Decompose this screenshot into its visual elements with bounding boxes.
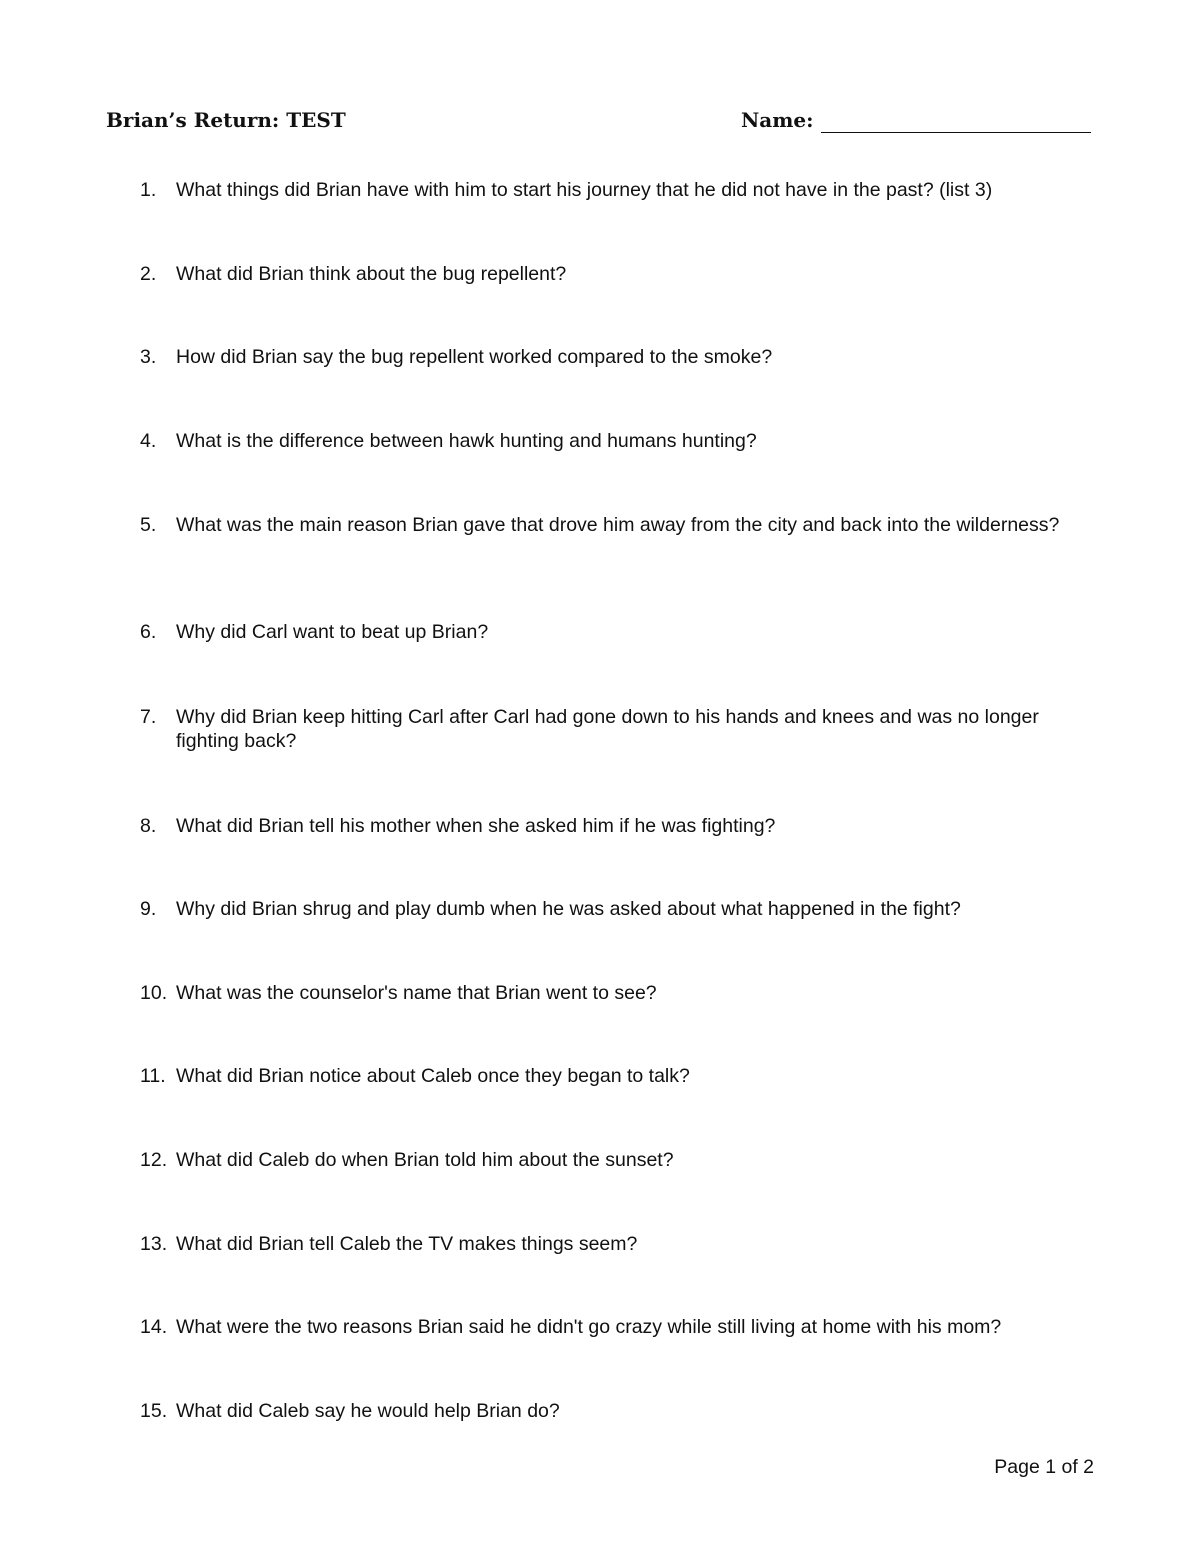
- question-text: What did Caleb say he would help Brian do?: [176, 1400, 560, 1422]
- question-number: 2.: [140, 263, 157, 285]
- question-text: What did Brian tell his mother when she asked him if he was fighting?: [176, 815, 776, 837]
- question-text: What were the two reasons Brian said he didn't go crazy while still living at home with his mom?: [176, 1316, 1002, 1338]
- question-number: 9.: [140, 898, 157, 920]
- question-number: 4.: [140, 430, 157, 452]
- question-number: 14.: [140, 1316, 168, 1338]
- question-text: What things did Brian have with him to start his journey that he did not have in the past? (list 3): [176, 179, 993, 201]
- question-number: 15.: [140, 1400, 168, 1422]
- question-number: 6.: [140, 621, 157, 643]
- test-title: Brian’s Return: TEST: [106, 108, 346, 132]
- question-number: 12.: [140, 1149, 168, 1171]
- question-number: 5.: [140, 514, 157, 536]
- question-text: What was the main reason Brian gave that drove him away from the city and back into the wilderness?: [176, 514, 1060, 536]
- question-text: What is the difference between hawk hunting and humans hunting?: [176, 430, 757, 452]
- question-text: What did Caleb do when Brian told him about the sunset?: [176, 1149, 674, 1171]
- page-number: Page 1 of 2: [994, 1456, 1094, 1478]
- question-number: 11.: [140, 1065, 166, 1087]
- question-text: What did Brian tell Caleb the TV makes things seem?: [176, 1233, 638, 1255]
- question-number: 13.: [140, 1233, 168, 1255]
- question-number: 3.: [140, 346, 157, 368]
- question-number: 8.: [140, 815, 157, 837]
- question-text: What was the counselor's name that Brian went to see?: [176, 982, 657, 1004]
- question-number: 10.: [140, 982, 168, 1004]
- question-number: 1.: [140, 179, 157, 201]
- question-text: What did Brian think about the bug repellent?: [176, 263, 567, 285]
- name-label: Name:: [741, 108, 814, 132]
- question-text: How did Brian say the bug repellent worked compared to the smoke?: [176, 346, 773, 368]
- question-number: 7.: [140, 706, 157, 728]
- question-text: Why did Carl want to beat up Brian?: [176, 621, 489, 643]
- question-text: What did Brian notice about Caleb once they began to talk?: [176, 1065, 690, 1087]
- question-text: Why did Brian shrug and play dumb when he was asked about what happened in the fight?: [176, 898, 961, 920]
- question-text: Why did Brian keep hitting Carl after Carl had gone down to his hands and knees and was no longer fighting back?: [176, 706, 1039, 752]
